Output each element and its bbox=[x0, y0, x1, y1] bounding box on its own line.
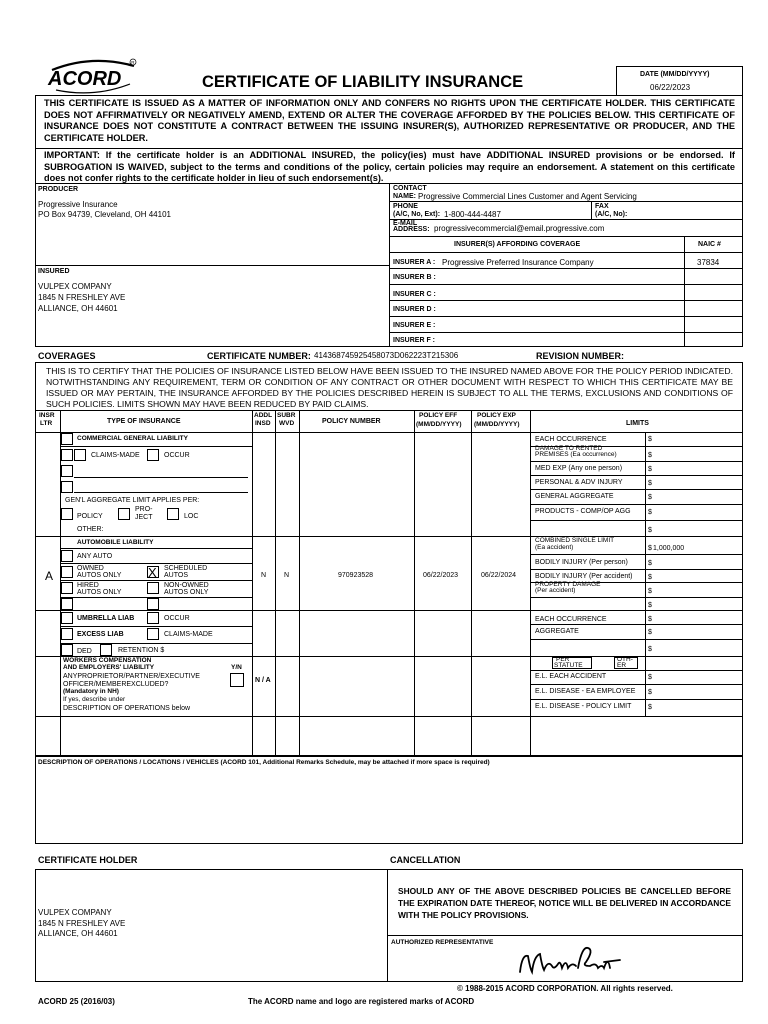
excess-label: EXCESS LIAB bbox=[77, 631, 124, 638]
oth-label: OTH- bbox=[617, 656, 633, 663]
signature bbox=[516, 942, 626, 982]
dollar-11: $ bbox=[648, 588, 652, 595]
auto-policy-eff: 06/22/2023 bbox=[423, 572, 459, 579]
auto-blank-checkbox-2[interactable] bbox=[147, 598, 159, 610]
dollar-8: $ bbox=[648, 545, 652, 552]
revision-number-label: REVISION NUMBER: bbox=[536, 351, 625, 361]
owned-autos-checkbox[interactable] bbox=[61, 566, 73, 578]
limit-damage-rented-1: DAMAGE TO RENTED bbox=[535, 445, 603, 452]
wc-na: N / A bbox=[255, 677, 271, 684]
producer-line1: Progressive Insurance bbox=[38, 200, 118, 209]
nonowned-label-2: AUTOS ONLY bbox=[164, 589, 209, 596]
producer-line2: PO Box 94739, Cleveland, OH 44101 bbox=[38, 210, 171, 219]
col-wvd: WVD bbox=[279, 420, 295, 427]
notice-text: THIS CERTIFICATE IS ISSUED AS A MATTER OF INFORMATION ONLY AND CONFERS NO RIGHTS UPON THE CERTIFICATE HOLDER. THIS CERTIFICATE DOES NOT AFFIRMATIVELY OR NEGATIVELY AMEND, EXTEND OR ALTER THE COVERAGE AFFORDED BY THE POLICIES BELOW. THIS CERTIFICATE OF INSURANCE DOES NOT CONSTITUTE A CONTRACT BETWEEN THE ISSUING INSURER(S), AUTHORIZED REPRESENTATIVE OR PRODUCER, AND THE CERTIFICATE HOLDER. bbox=[44, 98, 735, 143]
scheduled-label-1: SCHEDULED bbox=[164, 565, 208, 572]
auto-policy-exp: 06/22/2024 bbox=[481, 572, 517, 579]
limit-personal-adv: PERSONAL & ADV INJURY bbox=[535, 479, 623, 486]
contact-name-label: NAME: bbox=[393, 193, 416, 200]
description-box bbox=[35, 756, 743, 844]
dollar-3: $ bbox=[648, 466, 652, 473]
contact-label: CONTACT bbox=[393, 185, 427, 192]
umbrella-each-occurrence: EACH OCCURRENCE bbox=[535, 616, 607, 623]
el-each-accident: E.L. EACH ACCIDENT bbox=[535, 673, 607, 680]
form-number: ACORD 25 (2016/03) bbox=[38, 997, 115, 1006]
policy-checkbox[interactable] bbox=[61, 508, 73, 520]
insurer-d-label: INSURER D : bbox=[393, 306, 436, 313]
date-value: 06/22/2023 bbox=[650, 83, 691, 92]
dollar-9: $ bbox=[648, 560, 652, 567]
document-title: CERTIFICATE OF LIABILITY INSURANCE bbox=[202, 73, 524, 91]
dollar-12: $ bbox=[648, 602, 652, 609]
col-exp-sub: (MM/DD/YYYY) bbox=[474, 421, 520, 428]
limit-pd-2: (Per accident) bbox=[535, 587, 576, 594]
dollar-16: $ bbox=[648, 674, 652, 681]
dollar-17: $ bbox=[648, 689, 652, 696]
claims-made-label: CLAIMS-MADE bbox=[91, 452, 140, 459]
holder-line3: ALLIANCE, OH 44601 bbox=[38, 929, 118, 938]
cancellation-label: CANCELLATION bbox=[390, 855, 461, 865]
auto-policy-number: 970923528 bbox=[338, 572, 374, 579]
er-label: ER bbox=[617, 662, 627, 669]
nonowned-autos-checkbox[interactable] bbox=[147, 582, 159, 594]
umbrella-claims-made-label: CLAIMS-MADE bbox=[164, 631, 213, 638]
insurer-e-label: INSURER E : bbox=[393, 322, 436, 329]
project-label-2: JECT bbox=[135, 514, 153, 521]
col-exp: POLICY EXP bbox=[477, 412, 516, 419]
wc-any-1: ANYPROPRIETOR/PARTNER/EXECUTIVE bbox=[63, 673, 200, 680]
umbrella-aggregate: AGGREGATE bbox=[535, 628, 579, 635]
insured-line2: 1845 N FRESHLEY AVE bbox=[38, 293, 126, 302]
insured-label: INSURED bbox=[38, 268, 70, 275]
limit-csl-2: (Ea accident) bbox=[535, 544, 574, 551]
retention-label: RETENTION $ bbox=[118, 647, 165, 654]
cert-number-label: CERTIFICATE NUMBER: bbox=[207, 351, 311, 361]
limit-bi-person: BODILY INJURY (Per person) bbox=[535, 559, 628, 566]
coverages-label: COVERAGES bbox=[38, 351, 96, 361]
wc-desc-ops: DESCRIPTION OF OPERATIONS below bbox=[63, 705, 191, 712]
col-insd: INSD bbox=[255, 420, 271, 427]
limit-each-occurrence: EACH OCCURRENCE bbox=[535, 436, 607, 443]
phone-sub-label: (A/C, No, Ext): bbox=[393, 211, 441, 218]
loc-checkbox[interactable] bbox=[167, 508, 179, 520]
wc-yn: Y/N bbox=[231, 664, 242, 671]
insured-line3: ALLIANCE, OH 44601 bbox=[38, 304, 118, 313]
gen-agg-applies-label: GEN'L AGGREGATE LIMIT APPLIES PER: bbox=[65, 497, 200, 504]
insurer-b-label: INSURER B : bbox=[393, 274, 436, 281]
auto-insurer-letter: A bbox=[45, 569, 54, 583]
ded-label: DED bbox=[77, 648, 92, 655]
important-text: IMPORTANT: If the certificate holder is an ADDITIONAL INSURED, the policy(ies) must have ADDITIONAL INSURED provisions or be endorsed. If SUBROGATION IS WAIVED, subject to the terms and conditions of the policy, certain policies may require an endorsement. A statement on this certificate does not confer rights to the certificate holder in lieu of such endorsement(s). bbox=[44, 150, 735, 183]
insurer-f-label: INSURER F : bbox=[393, 337, 435, 344]
date-label: DATE (MM/DD/YYYY) bbox=[640, 71, 710, 78]
copyright: © 1988-2015 ACORD CORPORATION. All rights reserved. bbox=[457, 984, 673, 993]
dollar-14: $ bbox=[648, 629, 652, 636]
hired-label-1: HIRED bbox=[77, 582, 99, 589]
retention-checkbox[interactable] bbox=[100, 644, 112, 656]
hired-autos-checkbox[interactable] bbox=[61, 582, 73, 594]
acord-logo bbox=[44, 56, 144, 96]
dollar-13: $ bbox=[648, 616, 652, 623]
ded-checkbox[interactable] bbox=[61, 644, 73, 656]
coverages-certify-text: THIS IS TO CERTIFY THAT THE POLICIES OF INSURANCE LISTED BELOW HAVE BEEN ISSUED TO THE INSURED NAMED ABOVE FOR THE POLICY PERIOD INDICATED. NOTWITHSTANDING ANY REQUIREMENT, TERM OR CONDITION OF ANY CONTRACT OR OTHER DOCUMENT WITH RESPECT TO WHICH THIS CERTIFICATE MAY BE ISSUED OR MAY PERTAIN, THE INSURANCE AFFORDED BY THE POLICIES DESCRIBED HEREIN IS SUBJECT TO ALL THE TERMS, EXCLUSIONS AND CONDITIONS OF SUCH POLICIES. LIMITS SHOWN MAY HAVE BEEN REDUCED BY PAID CLAIMS. bbox=[46, 366, 733, 409]
statute-label: STATUTE bbox=[554, 662, 583, 669]
cgl-title: COMMERCIAL GENERAL LIABILITY bbox=[77, 435, 188, 442]
project-label-1: PRO- bbox=[135, 506, 153, 513]
dollar-6: $ bbox=[648, 509, 652, 516]
umbrella-label: UMBRELLA LIAB bbox=[77, 615, 135, 622]
cancellation-text: SHOULD ANY OF THE ABOVE DESCRIBED POLICIES BE CANCELLED BEFORE THE EXPIRATION DATE THEREOF, NOTICE WILL BE DELIVERED IN ACCORDANCE WITH THE POLICY PROVISIONS. bbox=[398, 886, 731, 920]
col-subr: SUBR bbox=[277, 412, 296, 419]
wc-title-1: WORKERS COMPENSATION bbox=[63, 657, 152, 664]
wc-if-yes: If yes, describe under bbox=[63, 696, 126, 703]
col-ltr: LTR bbox=[40, 420, 53, 427]
umbrella-checkbox[interactable] bbox=[61, 612, 73, 624]
svg-text:ACORD: ACORD bbox=[48, 68, 122, 90]
limit-med-exp: MED EXP (Any one person) bbox=[535, 465, 623, 472]
dollar-1: $ bbox=[648, 436, 652, 443]
per-label: PER bbox=[556, 656, 570, 663]
insurers-header: INSURER(S) AFFORDING COVERAGE bbox=[454, 241, 581, 248]
dollar-4: $ bbox=[648, 480, 652, 487]
cgl-blank-checkbox-2[interactable] bbox=[61, 465, 73, 477]
insurer-a-naic: 37834 bbox=[697, 258, 720, 267]
trademark-notice: The ACORD name and logo are registered marks of ACORD bbox=[248, 997, 475, 1006]
cert-number: 414368745925458073D062223T215306 bbox=[314, 351, 459, 360]
umbrella-occur-checkbox[interactable] bbox=[147, 612, 159, 624]
col-limits: LIMITS bbox=[626, 420, 649, 427]
dollar-5: $ bbox=[648, 494, 652, 501]
el-disease-policy-limit: E.L. DISEASE - POLICY LIMIT bbox=[535, 703, 632, 710]
holder-line1: VULPEX COMPANY bbox=[38, 908, 112, 917]
contact-name: Progressive Commercial Lines Customer and Agent Servicing bbox=[418, 192, 637, 201]
limit-pd-1: PROPERTY DAMAGE bbox=[535, 581, 601, 588]
scheduled-label-2: AUTOS bbox=[164, 572, 188, 579]
dollar-15: $ bbox=[648, 646, 652, 653]
authorized-rep-label: AUTHORIZED REPRESENTATIVE bbox=[391, 939, 494, 946]
svg-text:R: R bbox=[131, 60, 135, 65]
col-policy-number: POLICY NUMBER bbox=[322, 418, 381, 425]
limit-damage-rented-2: PREMISES (Ea occurrence) bbox=[535, 451, 617, 458]
insurer-a-label: INSURER A : bbox=[393, 259, 436, 266]
dollar-7: $ bbox=[648, 527, 652, 534]
limit-products: PRODUCTS - COMP/OP AGG bbox=[535, 508, 631, 515]
col-addl: ADDL bbox=[254, 412, 273, 419]
insurer-c-label: INSURER C : bbox=[393, 291, 436, 298]
phone-label: PHONE bbox=[393, 203, 418, 210]
occur-label: OCCUR bbox=[164, 452, 190, 459]
certificate-holder-label: CERTIFICATE HOLDER bbox=[38, 855, 138, 865]
wc-any-2: OFFICER/MEMBEREXCLUDED? bbox=[63, 681, 169, 688]
producer-label: PRODUCER bbox=[38, 186, 79, 193]
other-label: OTHER: bbox=[77, 526, 104, 533]
limit-general-aggregate: GENERAL AGGREGATE bbox=[535, 493, 614, 500]
insured-line1: VULPEX COMPANY bbox=[38, 282, 112, 291]
cgl-blank-checkbox-3[interactable] bbox=[61, 481, 73, 493]
email-value: progressivecommercial@email.progressive.com bbox=[434, 224, 605, 233]
nonowned-label-1: NON-OWNED bbox=[164, 582, 209, 589]
cgl-checkbox[interactable] bbox=[61, 433, 73, 445]
excess-checkbox[interactable] bbox=[61, 628, 73, 640]
claims-made-checkbox[interactable] bbox=[74, 449, 86, 461]
cgl-blank-checkbox-1[interactable] bbox=[61, 449, 73, 461]
wc-mandatory: (Mandatory in NH) bbox=[63, 688, 119, 695]
auto-title: AUTOMOBILE LIABILITY bbox=[77, 539, 154, 546]
any-auto-label: ANY AUTO bbox=[77, 553, 113, 560]
dollar-10: $ bbox=[648, 574, 652, 581]
csl-value: 1,000,000 bbox=[653, 545, 685, 552]
umbrella-occur-label: OCCUR bbox=[164, 615, 190, 622]
auto-addl-insd: N bbox=[261, 572, 267, 579]
holder-line2: 1845 N FRESHLEY AVE bbox=[38, 919, 126, 928]
limit-csl-1: COMBINED SINGLE LIMIT bbox=[535, 537, 615, 544]
hired-label-2: AUTOS ONLY bbox=[77, 589, 122, 596]
scheduled-autos-mark: X bbox=[148, 565, 157, 580]
dollar-2: $ bbox=[648, 452, 652, 459]
col-insr: INSR bbox=[39, 412, 55, 419]
limit-bi-accident: BODILY INJURY (Per accident) bbox=[535, 573, 633, 580]
address-label: ADDRESS: bbox=[393, 226, 430, 233]
el-disease-ea-employee: E.L. DISEASE - EA EMPLOYEE bbox=[535, 688, 636, 695]
any-auto-checkbox[interactable] bbox=[61, 550, 73, 562]
phone-value: 1-800-444-4487 bbox=[444, 210, 501, 219]
auto-blank-checkbox-1[interactable] bbox=[61, 598, 73, 610]
col-eff: POLICY EFF bbox=[419, 412, 458, 419]
owned-label-2: AUTOS ONLY bbox=[77, 572, 122, 579]
col-type: TYPE OF INSURANCE bbox=[107, 418, 181, 425]
dollar-18: $ bbox=[648, 704, 652, 711]
project-checkbox[interactable] bbox=[118, 508, 130, 520]
description-label: DESCRIPTION OF OPERATIONS / LOCATIONS / VEHICLES (ACORD 101, Additional Remarks Schedule, may be attached if more space is required) bbox=[38, 759, 490, 766]
fax-label: FAX bbox=[595, 203, 609, 210]
umbrella-claims-made-checkbox[interactable] bbox=[147, 628, 159, 640]
wc-yn-checkbox[interactable] bbox=[230, 673, 244, 687]
wc-title-2: AND EMPLOYERS' LIABILITY bbox=[63, 664, 155, 671]
col-eff-sub: (MM/DD/YYYY) bbox=[416, 421, 462, 428]
loc-label: LOC bbox=[184, 513, 199, 520]
auto-subr-wvd: N bbox=[284, 572, 290, 579]
policy-label: POLICY bbox=[77, 513, 103, 520]
owned-label-1: OWNED bbox=[77, 565, 104, 572]
naic-header: NAIC # bbox=[698, 241, 721, 248]
fax-sub-label: (A/C, No): bbox=[595, 211, 628, 218]
occur-checkbox[interactable] bbox=[147, 449, 159, 461]
email-label: E-MAIL bbox=[393, 220, 418, 227]
insurer-a-name: Progressive Preferred Insurance Company bbox=[442, 258, 594, 267]
